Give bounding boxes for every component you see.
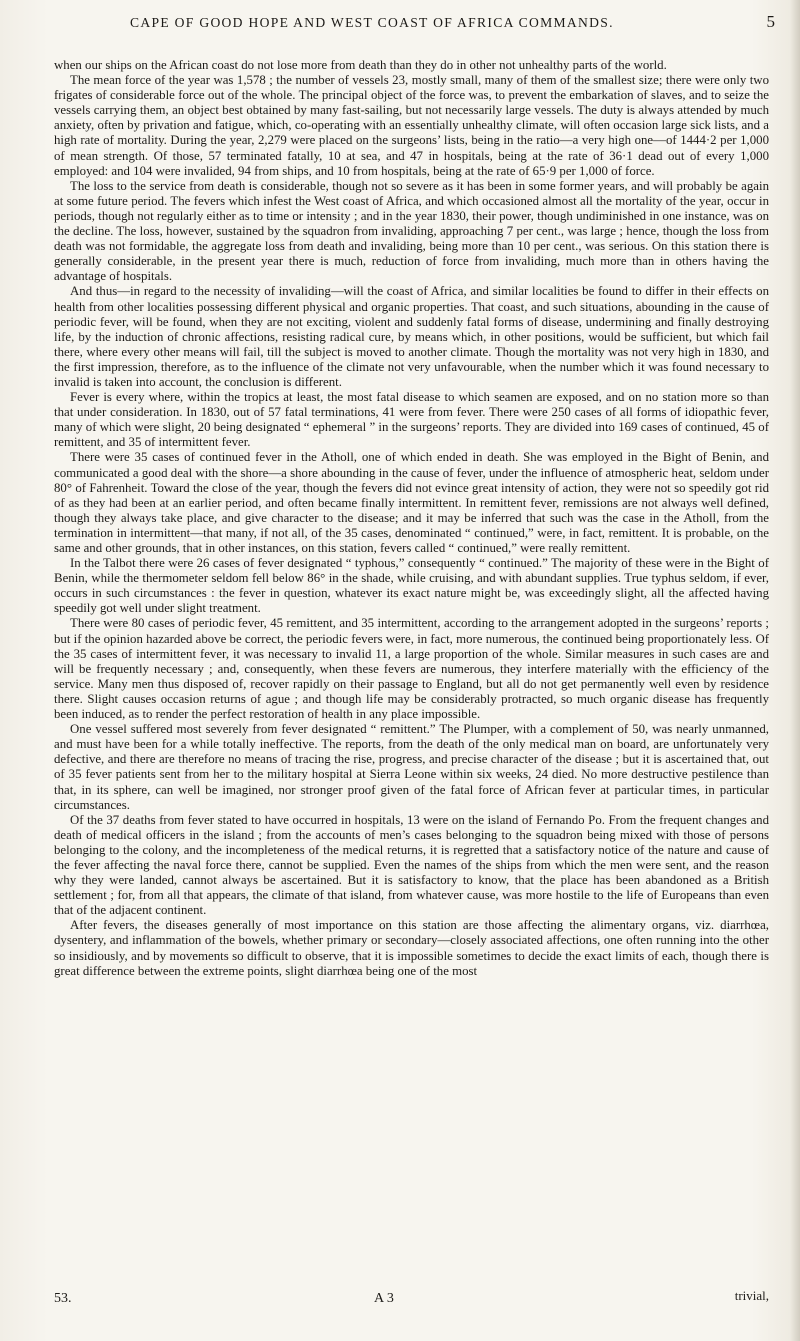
paragraph: Of the 37 deaths from fever stated to have occurred in hospitals, 13 were on the island of Fernando Po. From the frequent changes and death of medical officers in the island ; from the accounts of men’s cases belonging to the squadron being mixed with those of persons belonging to the colony, and the incompleteness of the medical returns, it is regretted that a satisfactory notice of the nature and cause of the fever affecting the naval force there, cannot be supplied. Even the names of the ships from which the men were sent, and the reason why they were landed, cannot always be ascertained. But it is satisfactory to know, that the place has been abandoned as a British settlement ; for, from all that appears, the climate of that island, from whatever cause, was more hostile to the life of Europeans than even that of the adjacent continent. — [54, 812, 769, 918]
page-number: 5 — [766, 12, 775, 31]
paragraph: After fevers, the diseases generally of most importance on this station are those affecting the alimentary organs, viz. diarrhœa, dysentery, and inflammation of the bowels, whether primary or secondary—closely associated affections, one often running into the other so insidiously, and by movements so difficult to observe, that it is impossible sometimes to decide the exact limits of each, though there is great difference between the extreme points, slight diarrhœa being one of the most — [54, 918, 769, 978]
body-text — [54, 58, 769, 979]
catchword: trivial, — [734, 1288, 769, 1303]
paragraph: The loss to the service from death is considerable, though not so severe as it has been in some former years, and will probably be again at some future period. The fevers which infest the West coast of Africa, and which occasioned almost all the mortality of the year, occur in periods, though not regularly either as to time or intensity ; and in the year 1830, their power, though undiminished in one instance, was on the decline. The loss, however, sustained by the squadron from invaliding, approaching 7 per cent., was large ; hence, though the loss from death was not formidable, the aggregate loss from death and invaliding, being more than 10 per cent., was serious. On this station there is generally considerable, in the present year there is much, reduction of force from invaliding, much more than in others having the advantage of hospitals. — [54, 178, 769, 284]
paragraph: There were 80 cases of periodic fever, 45 remittent, and 35 intermittent, according to the arrangement adopted in the surgeons’ reports ; but if the opinion hazarded above be correct, the periodic fevers were, in fact, more numerous, the continued being proportionately less. Of the 35 cases of intermittent fever, it was necessary to invalid 11, a large proportion of the whole. Similar measures in such cases are and will be frequently necessary ; and, consequently, when these fevers are numerous, they interfere materially with the efficiency of the service. Many men thus disposed of, recover rapidly on their passage to England, but all do not get permanently well even by residence there. Slight causes occasion returns of ague ; and though life may be considerably protracted, so much organic disease has frequently been induced, as to render the perfect restoration of health in any place impossible. — [54, 616, 769, 722]
paragraph: Fever is every where, within the tropics at least, the most fatal disease to which seamen are exposed, and on no station more so than that under consideration. In 1830, out of 57 fatal terminations, 41 were from fever. There were 250 cases of all forms of idiopathic fever, many of which were slight, 20 being designated “ ephemeral ” in the surgeons’ reports. They are divided into 169 cases of continued, 45 of remittent, and 35 of intermittent fever. — [54, 390, 769, 450]
page-footer — [54, 1288, 769, 1311]
sheet-mark: A 3 — [374, 1291, 394, 1306]
paragraph: The mean force of the year was 1,578 ; the number of vessels 23, mostly small, many of them of the smallest size; there were only two frigates of considerable force out of the whole. The principal object of the force was, to prevent the embarkation of slaves, and to seize the vessels carrying them, an object best obtained by many fast-sailing, but not necessarily large vessels. The duty is always attended by much anxiety, often by privation and fatigue, which, co-operating with an essentially unhealthy climate, will often occasion large sick lists, and a high rate of mortality. During the year, 2,279 were placed on the surgeons’ lists, being in the ratio—a very high one—of 1444·2 per 1,000 of mean strength. Of those, 57 terminated fatally, 10 at sea, and 47 in hospitals, being at the rate of 36·1 dead out of every 1,000 employed: and 104 were invalided, 94 from ships, and 10 from hospitals, being at the rate of 65·9 per 1,000 of force. — [54, 73, 769, 178]
running-head: CAPE OF GOOD HOPE AND WEST COAST OF AFRICA COMMANDS. — [130, 15, 614, 30]
page-header — [60, 6, 775, 46]
paragraph: One vessel suffered most severely from fever designated “ remittent.” The Plumper, with a complement of 50, was nearly unmanned, and must have been for a while totally ineffective. The reports, from the death of the only medical man on board, are unfortunately very defective, and there are therefore no means of tracing the rise, progress, and precise character of the disease ; but it is ascertained that, out of 35 fever patients sent from her to the military hospital at Sierra Leone within six weeks, 24 died. No more destructive pestilence than that, in its sphere, can well be imagined, nor stronger proof given of the fatal force of African fever at particular times, in particular circumstances. — [54, 722, 769, 812]
page-edge-shadow — [790, 0, 800, 1341]
paragraph: There were 35 cases of continued fever in the Atholl, one of which ended in death. She was employed in the Bight of Benin, and communicated a good deal with the shore—a shore abounding in the cause of fever, under the influence of atmospheric heat, seldom under 80° of Fahrenheit. Toward the close of the year, though the fevers did not evince great intensity of action, they were not so speedily got rid of as they had been at an earlier period, and often became finally intermittent. In remittent fever, remissions are not always well defined, though they always take place, and give character to the disease; and it may be inferred that such was the case in the Atholl, from the termination in intermittent—that many, if not all, of the 35 cases, denominated “ continued,” were, in fact, remittent. It is probable, on the same and other grounds, that in other instances, on this station, fevers called “ continued,” were really remittent. — [54, 450, 769, 555]
signature-mark: 53. — [54, 1291, 72, 1306]
paragraph: In the Talbot there were 26 cases of fever designated “ typhous,” consequently “ continued.” The majority of these were in the Bight of Benin, while the thermometer seldom fell below 86° in the shade, while cruising, and with abundant supplies. True typhus seldom, if ever, occurs in such circumstances : the fever in question, whatever its exact nature might be, was exceedingly slight, all the affected having speedily got well under slight treatment. — [54, 556, 769, 616]
paragraph: And thus—in regard to the necessity of invaliding—will the coast of Africa, and similar localities be found to differ in their effects on health from other localities possessing different physical and organic properties. That coast, and such situations, abounding in the cause of periodic fever, will be found, when they are not exciting, violent and suddenly fatal forms of disease, undermining and finally destroying life, by the induction of chronic affections, resisting radical cure, by means which, in other positions, would be sufficient, but which fail there, where every other means will fail, till the subject is moved to another climate. Though the mortality was not very high in 1830, and the first impression, therefore, as to the influence of the climate not very unfavourable, when the number which it was found necessary to invalid is taken into account, the conclusion is different. — [54, 284, 769, 389]
paragraph: when our ships on the African coast do not lose more from death than they do in other not unhealthy parts of the world. — [54, 58, 667, 72]
